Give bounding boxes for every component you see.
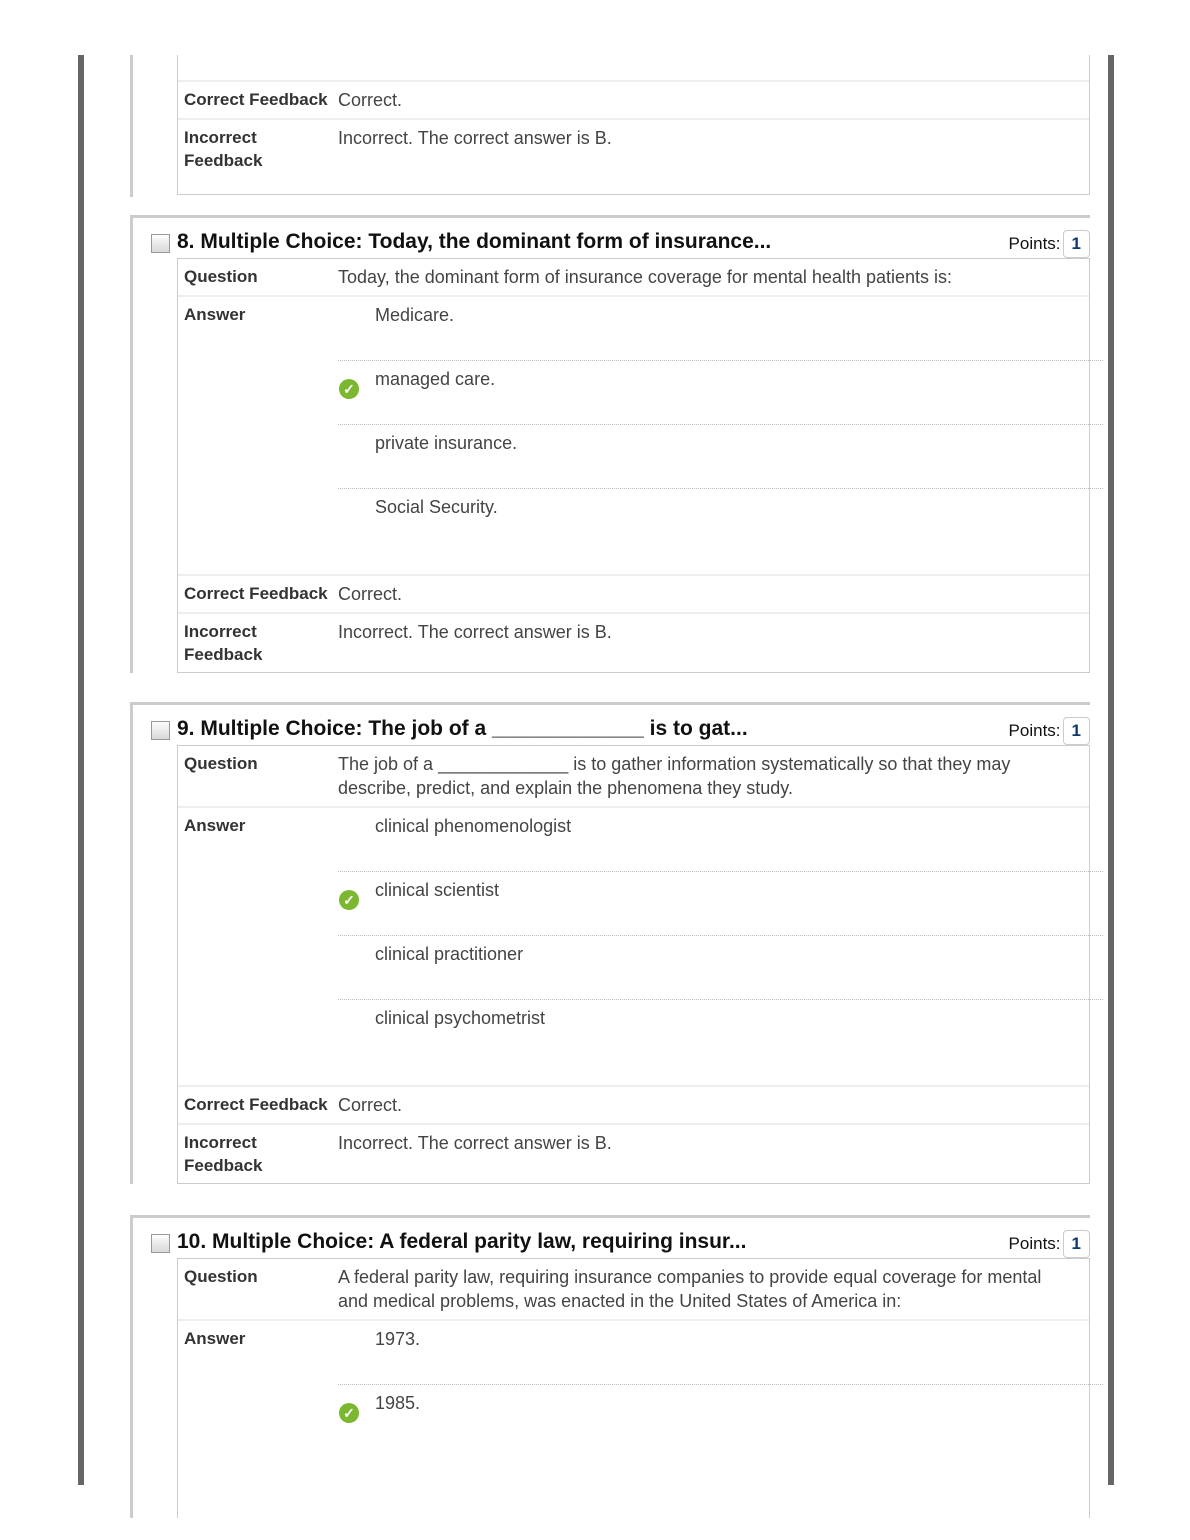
question-label: Question (184, 267, 258, 286)
answer-option (338, 1321, 1103, 1385)
points (1009, 717, 1090, 745)
correct-feedback-row (178, 80, 1089, 118)
answer-row (178, 806, 1089, 1085)
correct-check-icon: ✓ (339, 1403, 359, 1423)
correct-feedback-label: Correct Feedback (184, 584, 328, 603)
answer-text: clinical scientist (375, 880, 500, 900)
question-text: A federal parity law, requiring insurance companies to provide equal coverage for mental and medical problems, was enacted in the United States of America in: (338, 1267, 1042, 1311)
incorrect-feedback-row (178, 118, 1089, 178)
answer-row (178, 1319, 1089, 1470)
points-value: 1 (1063, 230, 1090, 258)
answer-option (338, 489, 1103, 574)
question-text: Today, the dominant form of insurance coverage for mental health patients is: (338, 267, 953, 287)
incorrect-feedback-row (178, 1123, 1089, 1183)
incorrect-feedback-label: Incorrect Feedback (184, 128, 263, 170)
answer-option (338, 425, 1103, 489)
correct-feedback-row (178, 574, 1089, 612)
answer-label: Answer (184, 1329, 246, 1348)
points-label: Points: (1008, 721, 1061, 740)
answer-option (338, 808, 1103, 872)
answer-options (338, 808, 1089, 1085)
question-text: The job of a _____________ is to gather information systematically so that they may describe, predict, and explain the phenomena they study. (338, 754, 1011, 798)
answer-text: 1985. (375, 1393, 421, 1413)
answer-option (338, 361, 1103, 425)
incorrect-feedback-text: Incorrect. The correct answer is B. (338, 1133, 612, 1153)
select-checkbox[interactable] (151, 234, 170, 253)
correct-feedback-row (178, 1085, 1089, 1123)
answer-text: clinical phenomenologist (375, 816, 572, 836)
answer-row (178, 295, 1089, 574)
points-value: 1 (1063, 717, 1090, 745)
question-block (130, 1215, 1090, 1518)
question-header (133, 1218, 1090, 1258)
points-value: 1 (1063, 1230, 1090, 1258)
points (1009, 1230, 1090, 1258)
question-header (133, 705, 1090, 745)
answer-label: Answer (184, 305, 246, 324)
correct-feedback-text: Correct. (338, 90, 403, 110)
select-checkbox[interactable] (151, 721, 170, 740)
answer-option (338, 936, 1103, 1000)
question-block (130, 702, 1090, 1184)
question-row (178, 259, 1089, 295)
incorrect-feedback-label: Incorrect Feedback (184, 622, 263, 664)
answer-label: Answer (184, 816, 246, 835)
answer-options (338, 297, 1089, 574)
answer-option (338, 1385, 1103, 1470)
incorrect-feedback-text: Incorrect. The correct answer is B. (338, 622, 612, 642)
answer-option (338, 1000, 1103, 1085)
answer-text: private insurance. (375, 433, 518, 453)
answer-text: clinical psychometrist (375, 1008, 546, 1028)
answer-text: managed care. (375, 369, 496, 389)
points-label: Points: (1008, 234, 1061, 253)
question-header (133, 218, 1090, 258)
answer-text: Social Security. (375, 497, 498, 517)
question-block (130, 215, 1090, 673)
question-title: 9. Multiple Choice: The job of a _____________ is to gat... (177, 717, 748, 740)
left-border (78, 55, 84, 1485)
answer-option (338, 872, 1103, 936)
question-row (178, 746, 1089, 806)
correct-feedback-text: Correct. (338, 1095, 403, 1115)
points-label: Points: (1008, 1234, 1061, 1253)
correct-check-icon: ✓ (339, 379, 359, 399)
answer-text: Medicare. (375, 305, 455, 325)
question-title: 8. Multiple Choice: Today, the dominant form of insurance... (177, 230, 772, 253)
incorrect-feedback-label: Incorrect Feedback (184, 1133, 263, 1175)
question-label: Question (184, 1267, 258, 1286)
answer-text: clinical practitioner (375, 944, 524, 964)
question-label: Question (184, 754, 258, 773)
correct-check-icon: ✓ (339, 890, 359, 910)
right-border (1108, 55, 1114, 1485)
answer-text: 1973. (375, 1329, 421, 1349)
correct-feedback-label: Correct Feedback (184, 1095, 328, 1114)
question-7-fragment (130, 55, 1090, 197)
incorrect-feedback-text: Incorrect. The correct answer is B. (338, 128, 612, 148)
points (1009, 230, 1090, 258)
question-title: 10. Multiple Choice: A federal parity law, requiring insur... (177, 1230, 747, 1253)
answer-option (338, 297, 1103, 361)
correct-feedback-label: Correct Feedback (184, 90, 328, 109)
question-row (178, 1259, 1089, 1319)
incorrect-feedback-row (178, 612, 1089, 672)
select-checkbox[interactable] (151, 1234, 170, 1253)
correct-feedback-text: Correct. (338, 584, 403, 604)
answer-options (338, 1321, 1089, 1470)
